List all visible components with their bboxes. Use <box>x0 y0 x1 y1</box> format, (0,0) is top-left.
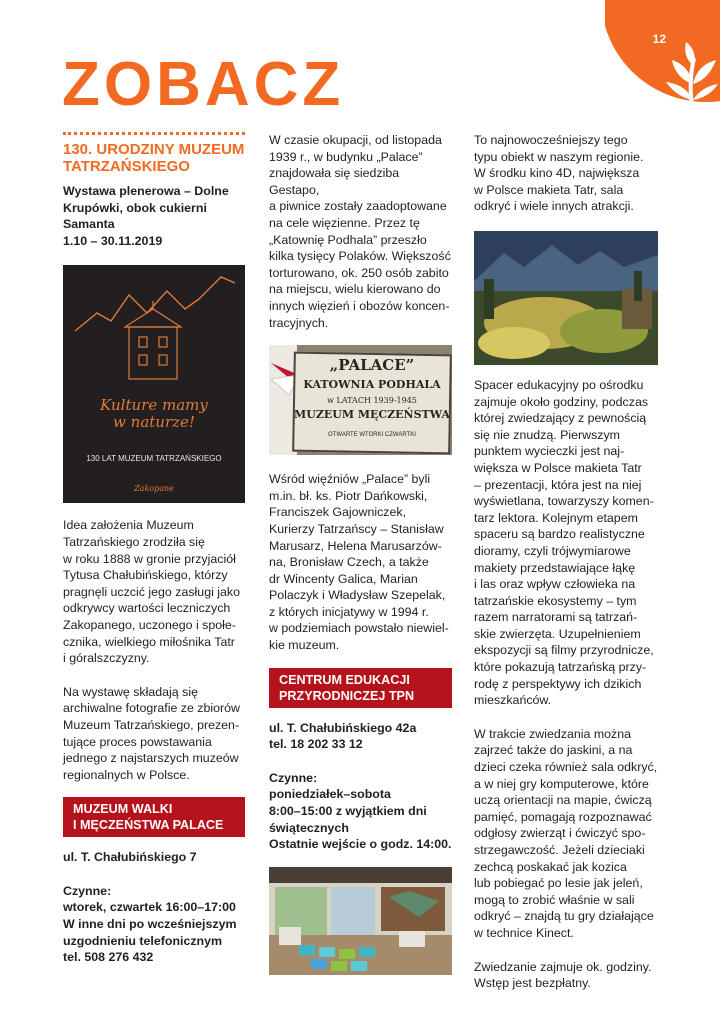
sign-line: KATOWNIA PODHALA <box>303 378 441 392</box>
text-line: innych więzień i obozów koncen- <box>269 298 450 313</box>
text-line: 1.10 – 30.11.2019 <box>63 233 163 248</box>
text-line: na cele więzienne. Przez tę <box>269 215 420 230</box>
text-line: 8:00–15:00 z wyjątkiem dni <box>269 804 427 819</box>
box-line: MUZEUM WALKI <box>73 802 173 817</box>
text-line: Wystawa plenerowa – Dolne <box>63 184 229 198</box>
box-line: I MĘCZEŃSTWA PALACE <box>73 818 224 833</box>
text-line: To najnowocześniejszy tego <box>474 133 628 147</box>
text-line: które pokazują tatrzańską przy- <box>474 660 647 675</box>
wheat-icon <box>660 40 720 110</box>
paragraph <box>269 132 452 331</box>
text-line: typu obiekt w naszym regionie. <box>474 149 644 164</box>
text-line: i góralszczyzny. <box>63 651 150 666</box>
text-line: kilka tysięcy Polaków. Większość <box>269 249 451 264</box>
page-corner-badge <box>605 0 720 115</box>
text-line: tel. 508 276 432 <box>63 950 154 965</box>
text-line: odkrywcy wartości leczniczych <box>63 601 231 616</box>
text-line: skie zwierzęta. Uzupełnieniem <box>474 626 641 641</box>
text-line: Zakopanego, uczonego i społe- <box>63 617 236 632</box>
sign-line: „PALACE” <box>329 356 415 375</box>
text-line: Zwiedzanie zajmuje ok. godziny. <box>474 959 652 974</box>
book-script-text: Kulture mamy w naturze! <box>100 396 208 432</box>
text-line: Kurierzy Tatrzańscy – Stanisław <box>269 521 444 536</box>
text-line: się nie znudzą. Pierwszym <box>474 427 620 442</box>
paragraph <box>474 132 658 215</box>
section-title-museum: 130. URODZINY MUZEUM TATRZAŃSKIEGO <box>63 141 245 175</box>
opening-hours <box>269 770 452 853</box>
text-line: strzegawczość. Jeżeli dzieciaki <box>474 843 645 857</box>
paragraph <box>474 959 658 992</box>
section-box-palace <box>63 797 245 837</box>
text-line: Czynne: <box>269 770 318 785</box>
text-line: Czynne: <box>63 883 112 898</box>
contact-info <box>269 720 452 753</box>
text-line: Na wystawę składają się <box>63 684 198 699</box>
text-line: W inne dni po wcześniejszym <box>63 917 237 932</box>
text-line: regionalnych w Polsce. <box>63 767 190 782</box>
column-2 <box>269 132 452 987</box>
text-line: Ostatnie wejście o godz. 14:00. <box>269 837 452 852</box>
text-line: odkryć – znajdą tu gry działające <box>474 909 654 924</box>
box-line: CENTRUM EDUKACJI <box>279 672 410 687</box>
text-line: Samanta <box>63 217 115 232</box>
text-line: Krupówki, obok cukierni <box>63 200 207 215</box>
text-line: archiwalne fotografie ze zbiorów <box>63 701 241 716</box>
text-line: zajrzeć także do jaskini, a na <box>474 743 633 758</box>
paragraph <box>269 471 452 654</box>
text-line: W czasie okupacji, od listopada <box>269 133 442 147</box>
text-line: a piwnice zostały zaadoptowane <box>269 199 447 214</box>
text-line: mieszkańców. <box>474 693 552 708</box>
text-line: tatrzańskie ekosystemy – tym <box>474 593 637 608</box>
dotted-divider <box>63 132 245 135</box>
text-line: „Katownię Podhala” przeszło <box>269 232 427 247</box>
text-line: spaceru są bardzo realistyczne <box>474 527 645 542</box>
opening-hours <box>63 883 245 966</box>
education-room-photo <box>269 867 452 975</box>
text-line: większa w Polsce makieta Tatr <box>474 460 642 475</box>
text-line: odgłosy zwierząt i ćwiczyć spo- <box>474 826 646 841</box>
text-line: w Polsce makieta Tatr, sala <box>474 182 624 197</box>
text-line: w roku 1888 w gronie przyjaciół <box>63 551 236 566</box>
paragraph <box>474 377 658 709</box>
text-line: na, Bronisław Czech, a także <box>269 555 429 570</box>
text-line: której zwiedzający z pewnością <box>474 411 647 426</box>
text-line: zechcą poskakać jak kozica <box>474 859 627 874</box>
paragraph <box>63 684 245 784</box>
sign-line: w LATACH 1939-1945 <box>327 396 417 406</box>
text-line: tujące proces powstawania <box>63 734 212 749</box>
text-line: dioramy, czyli trójwymiarowe <box>474 543 631 558</box>
text-line: Tatrzańskiego zrodziła się <box>63 534 205 549</box>
text-line: znajdowała się siedziba Gestapo, <box>269 166 400 197</box>
text-line: kie muzeum. <box>269 638 340 653</box>
sign-line: OTWARTE WTORKI CZWARTKI <box>328 432 416 439</box>
text-line: tarz lektora. Kolejnym etapem <box>474 510 638 525</box>
text-line: Muzeum Tatrzańskiego, prezen- <box>63 717 240 732</box>
text-line: W środku kino 4D, największa <box>474 166 640 181</box>
text-line: uzgodnieniu telefonicznym <box>63 933 223 948</box>
anniversary-book-image <box>63 265 245 503</box>
text-line: Wśród więźniów „Palace” byli <box>269 472 431 487</box>
text-line: lub pobiegać po lesie jak jeleń, <box>474 876 643 891</box>
text-line: i las oraz wpływ człowieka na <box>474 577 636 592</box>
text-line: Wstęp jest bezpłatny. <box>474 976 591 991</box>
text-line: tel. 18 202 33 12 <box>269 737 363 752</box>
text-line: Franciszek Gajowniczek, <box>269 505 407 520</box>
text-line: poniedziałek–sobota <box>269 787 391 802</box>
paragraph <box>474 726 658 942</box>
text-line: zajmuje około godziny, podczas <box>474 394 649 409</box>
text-line: rodę z perspektywy ich dzikich <box>474 676 642 691</box>
text-line: cznika, wielkiego miłośnika Tatr <box>63 634 235 649</box>
text-line: tracyjnych. <box>269 315 329 330</box>
text-line: z których inicjatywy w 1994 r. <box>269 604 429 619</box>
address: ul. T. Chałubińskiego 7 <box>63 850 197 865</box>
exhibition-info <box>63 183 245 249</box>
text-line: a w niej gry komputerowe, które <box>474 776 649 791</box>
text-line: w podziemiach powstało niewiel- <box>269 621 449 636</box>
text-line: m.in. bł. ks. Piotr Dańkowski, <box>269 488 428 503</box>
text-line: 1939 r., w budynku „Palace” <box>269 149 423 164</box>
column-1 <box>63 132 245 966</box>
page-number: 12 <box>652 32 666 46</box>
column-3 <box>474 132 658 992</box>
diorama-photo <box>474 231 658 365</box>
sign-line: MUZEUM MĘCZEŃSTWA <box>294 408 450 422</box>
text-line: razem narratorami są tatrzań- <box>474 610 638 625</box>
text-line: odkryć i wiele innych atrakcji. <box>474 199 634 214</box>
text-line: na miejscu, wielu kierowano do <box>269 282 441 297</box>
text-line: w technice Kinect. <box>474 925 574 940</box>
book-signature: Zakopane <box>134 484 174 494</box>
paragraph <box>63 517 245 666</box>
text-line: mogą to zrobić właśnie w sali <box>474 892 635 907</box>
text-line: ekspozycji są filmy przyrodnicze, <box>474 643 654 658</box>
text-line: – prezentacji, która jest na niej <box>474 477 642 492</box>
box-line: PRZYRODNICZEJ TPN <box>279 688 415 703</box>
text-line: W trakcie zwiedzania można <box>474 726 632 741</box>
text-line: torturowano, ok. 250 osób zabito <box>269 265 449 280</box>
text-line: jednego z najstarszych muzeów <box>63 751 239 766</box>
section-box-tpn <box>269 668 452 708</box>
text-line: wyświetlana, towarzyszy komen- <box>474 494 654 509</box>
text-line: dzieci czeka również sala odkryć, <box>474 760 658 775</box>
text-line: pragnęli uczcić jego zasługi jako <box>63 584 241 599</box>
text-line: Idea założenia Muzeum <box>63 518 194 533</box>
text-line: makiety przedstawiające łąkę <box>474 560 636 575</box>
text-line: punktem wycieczki jest naj- <box>474 444 625 459</box>
text-line: Tytusa Chałubińskiego, którzy <box>63 568 228 583</box>
text-line: wtorek, czwartek 16:00–17:00 <box>63 900 236 915</box>
text-line: uczą orientacji na mapie, ćwiczą <box>474 793 652 808</box>
text-line: pamięć, pomagają rozpoznawać <box>474 809 652 824</box>
text-line: świątecznych <box>269 820 349 835</box>
page-title: ZOBACZ <box>62 50 345 119</box>
palace-sign-photo <box>269 345 452 455</box>
text-line: Spacer edukacyjny po ośrodku <box>474 377 644 392</box>
text-line: Marusarz, Helena Marusarzów- <box>269 538 442 553</box>
text-line: dr Wincenty Galica, Marian <box>269 571 418 586</box>
text-line: ul. T. Chałubińskiego 42a <box>269 720 417 735</box>
book-caption: 130 LAT MUZEUM TATRZAŃSKIEGO <box>86 454 222 464</box>
text-line: Polaczyk i Władysław Szepelak, <box>269 588 446 603</box>
